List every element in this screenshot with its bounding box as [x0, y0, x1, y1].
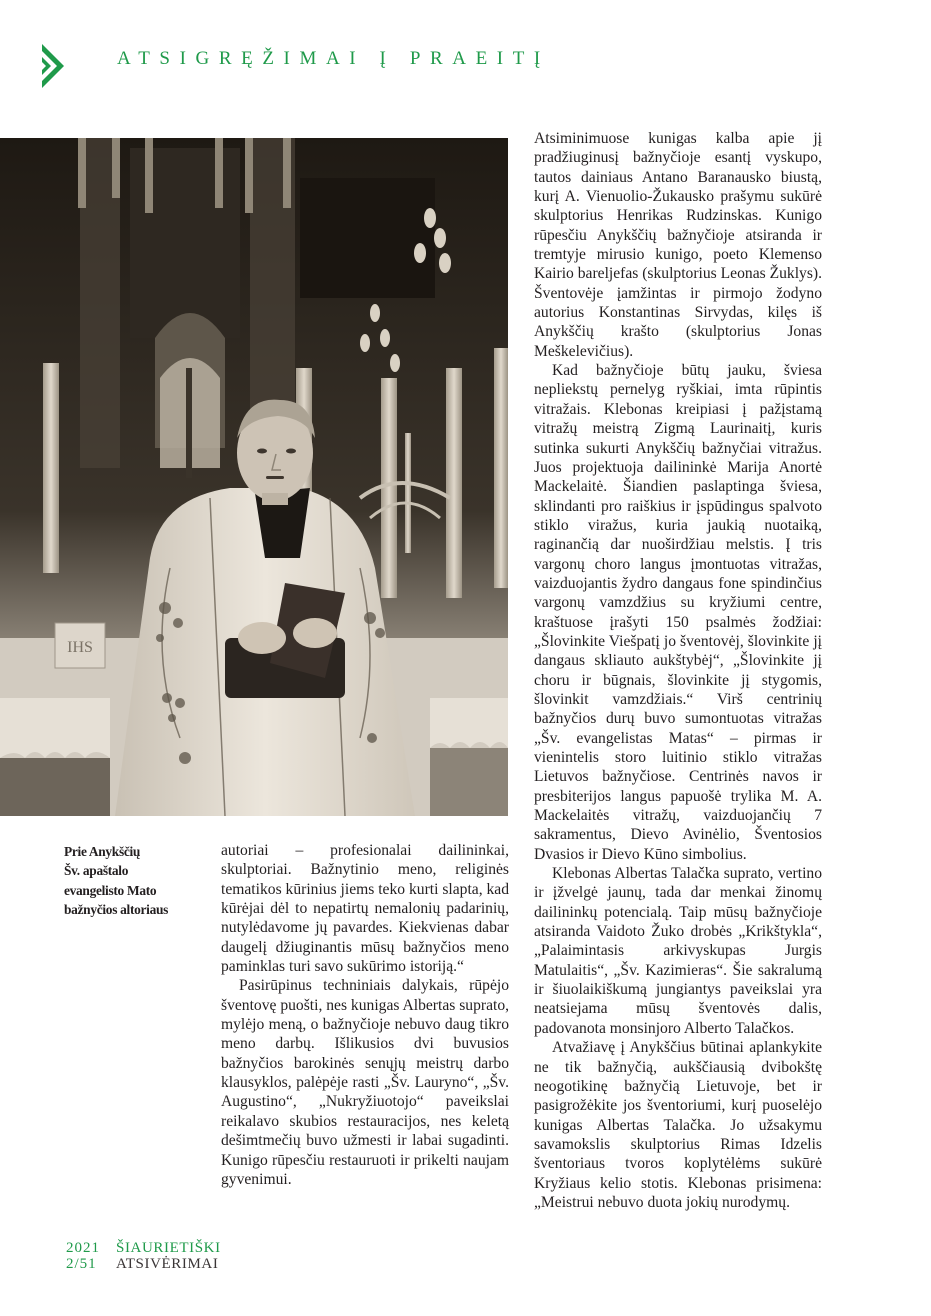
- footer-issue: 2/51: [66, 1256, 97, 1272]
- article-column-right: [534, 129, 822, 1212]
- svg-text:IHS: IHS: [67, 639, 93, 656]
- caption-line: bažnyčios altoriaus: [64, 901, 169, 917]
- paragraph: Kad bažnyčioje būtų jauku, šviesa nepliekstų pernelyg ryškiai, imta rūpintis vitražais. Klebonas kreipiasi į pažįstamą vitražų meistrą Zigmą Laurinaitį, kuris sutinka sukurti Anykščių bažnyčiai vitražus. Juos projektuoja dailininkė Marija Anortė Mackelaitė. Šiandien paslaptinga šviesa, sklindanti pro raiškius ir įspūdingus spalvoto stiklo viražus, kuria jaukią nuotaiką, raginančią dar nuoširdžiau melstis. Į tris vargonų choro langus įmontuotas vitražas, vaizduojantis žydro dangaus fone spindinčius vargonų vamzdžius su kryžiumi centre, kraštuose įrašyti 150 psalmės žodžiai: „Šlovinkite Viešpatį jo šventovėj, šlovinkite jį dangaus skliauto aukštybėj“, „Šlovinkite jį choru ir būgnais, šlovinkite jį stygomis, šlovinkit vamzdžiais.“ Virš centrinių bažnyčios durų buvo sumontuotas vitražas „Šv. evangelistas Matas“ – pirmas ir vienintelis storo luitinio stiklo vitražas Lietuvos bažnyčiose. Centrinės navos ir presbiterijos langus papuošė trylika M. A. Mackelaitės vitražų, vaizduojančių 7 sakramentus, Dievo Avinėlio, Šventosios Dvasios ir Dievo Kūno simbolius.: [534, 362, 822, 863]
- magazine-name-line1: ŠIAURIETIŠKI: [116, 1240, 221, 1256]
- paragraph: Pasirūpinus techniniais dalykais, rūpėjo šventovę puošti, nes kunigas Albertas suprato, mylėjo meną, o bažnyčioje nebuvo daug tikro meno darbų. Išlikusios dvi buvusios bažnyčios barokinės senųjų meistrų darbo klausyklos, palėpėje rasti „Šv. Lauryno“, „Šv. Augustino“, „Nukryžiuotojo“ paveikslai reikalavo skubios restauracijos, nes keletą dešimtmečių buvo užmesti ir labai sugadinti. Kunigo rūpesčiu restauruoti ir prikelti naujam gyvenimui.: [221, 977, 510, 1188]
- altar-photo: [0, 138, 508, 816]
- paragraph: Atsiminimuose kunigas kalba apie jį pradžiuginusį bažnyčioje esantį vyskupo, tautos dainiaus Antano Baranausko biustą, kurį A. Vienuolio-Žukausko prašymu sukūrė skulptorius Henrikas Rudzinskas. Kunigo rūpesčiu Anykščių bažnyčioje atsiranda ir tremtyje mirusio kunigo, poeto Klemenso Kairio bareljefas (skulptorius Leonas Žuklys). Šventovėje įamžintas ir pirmojo žodyno autorius Konstantinas Sirvydas, kilęs iš Anykščių krašto (skulptorius Jonas Meškelevičius).: [534, 130, 822, 360]
- page-footer: [66, 1240, 221, 1272]
- caption-line: Šv. apaštalo: [64, 863, 129, 879]
- paragraph: autoriai – profesionalai dailininkai, skulptoriai. Bažnytinio meno, religinės tematikos kūrinius jiems teko kurti slapta, kad kūrėjai dėl to nepatirtų nemalonių padarinių, nutylėdavome jų pavardes. Kiekvienas dabar daugelį džiuginantis mūsų bažnyčios meno paminklas turi savo sukūrimo istoriją.“: [221, 842, 510, 976]
- paragraph: Atvažiavę į Anykščius būtinai aplankykite ne tik bažnyčią, aukščiausią dvibokštę neogotikinę bažnyčią Lietuvoje, bet ir pasigrožėkite jos šventoriumi, kurį puoselėjo kunigas Albertas Talačka. Jo užsakymu savamokslis skulptorius Rimas Idzelis šventoriaus tvoros koplytėlėms sukūrė Kryžiaus kelio stotis. Klebonas prisimena: „Meistrui nebuvo duota jokių nurodymų.: [534, 1039, 822, 1211]
- footer-year: 2021: [66, 1240, 100, 1256]
- paragraph: Klebonas Albertas Talačka suprato, vertino ir įžvelgė jaunų, tada dar menkai žinomų dailininkų potencialą. Taip mūsų bažnyčioje atsiranda Vaidoto Žuko drobės „Krikštykla“, „Palaimintasis arkivyskupas Jurgis Matulaitis“, „Šv. Kazimieras“. Šie sakralumą ir šiuolaikiškumą jungiantys paveikslai yra neatsiejama mūsų šventovės dalis, padovanota monsinjoro Alberto Talačkos.: [534, 865, 822, 1037]
- magazine-name-line2: ATSIVĖRIMAI: [116, 1256, 219, 1272]
- double-chevron-right-icon: [40, 44, 70, 88]
- section-title: ATSIGRĘŽIMAI Į PRAEITĮ: [117, 48, 550, 69]
- article-column-middle: [221, 841, 509, 1189]
- caption-line: evangelisto Mato: [64, 882, 157, 898]
- caption-line: Prie Anykščių: [64, 844, 141, 859]
- photo-caption: [64, 842, 204, 919]
